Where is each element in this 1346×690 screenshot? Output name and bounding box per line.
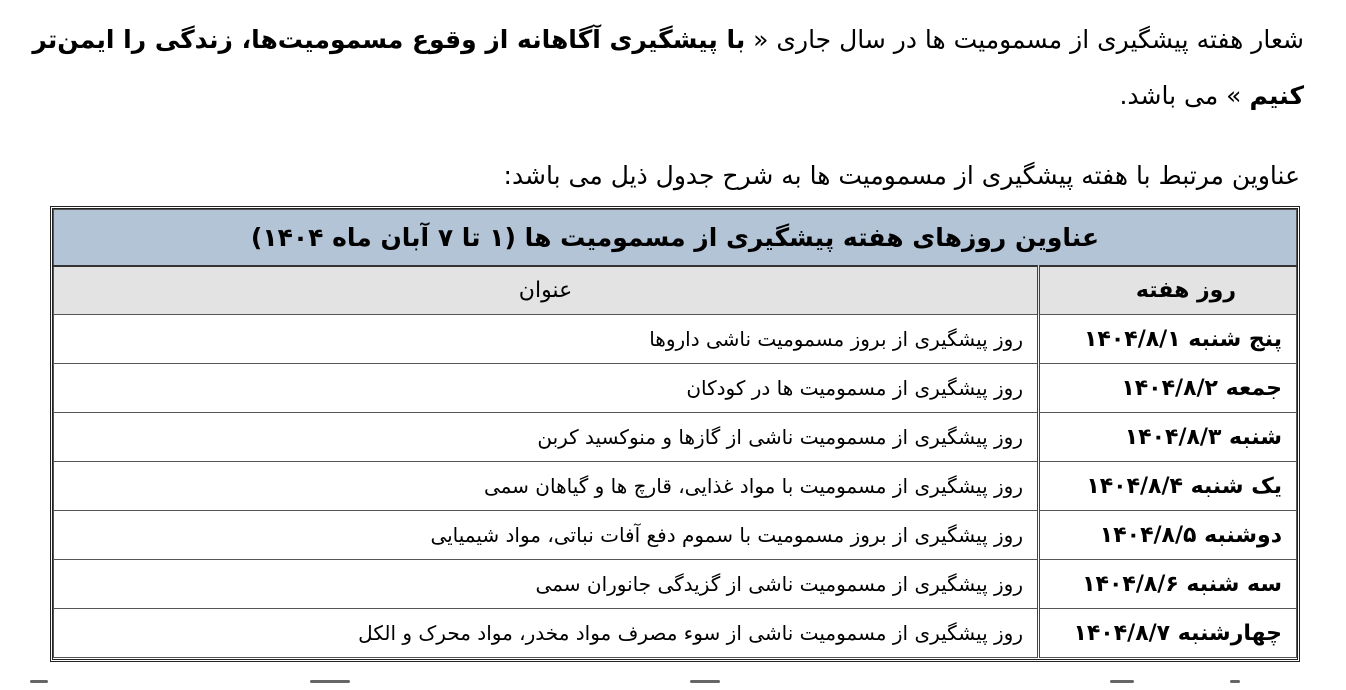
row-day: سه شنبه ۱۴۰۴/۸/۶	[1039, 560, 1297, 609]
row-day: چهارشنبه ۱۴۰۴/۸/۷	[1039, 609, 1297, 658]
column-header-day: روز هفته	[1039, 266, 1297, 315]
row-day: شنبه ۱۴۰۴/۸/۳	[1039, 413, 1297, 462]
row-title: روز پیشگیری از بروز مسمومیت ناشی داروها	[54, 315, 1039, 364]
row-day: جمعه ۱۴۰۴/۸/۲	[1039, 364, 1297, 413]
table-row	[54, 315, 1297, 364]
table-row	[54, 609, 1297, 658]
row-title: روز پیشگیری از مسمومیت ناشی از گازها و منوکسید کربن	[54, 413, 1039, 462]
intro-tail: » می باشد.	[1119, 81, 1250, 110]
table-title-row	[54, 210, 1297, 267]
table-title: عناوین روزهای هفته پیشگیری از مسمومیت ها (۱ تا ۷ آبان ماه ۱۴۰۴)	[54, 210, 1297, 267]
row-title: روز پیشگیری از مسمومیت ناشی از سوء مصرف مواد مخدر، مواد محرک و الکل	[54, 609, 1039, 658]
titles-table	[53, 209, 1297, 658]
table-row	[54, 413, 1297, 462]
row-title: روز پیشگیری از مسمومیت ها در کودکان	[54, 364, 1039, 413]
table-row	[54, 560, 1297, 609]
table-row	[54, 511, 1297, 560]
row-title: روز پیشگیری از بروز مسمومیت با سموم دفع آفات نباتی، مواد شیمیایی	[54, 511, 1039, 560]
table-intro-text: عناوین مرتبط با هفته پیشگیری از مسمومیت ها به شرح جدول ذیل می باشد:	[503, 161, 1300, 190]
intro-lead: شعار هفته پیشگیری از مسمومیت ها در سال جاری «	[745, 25, 1304, 54]
cut-off-next-line	[0, 680, 1346, 690]
row-day: دوشنبه ۱۴۰۴/۸/۵	[1039, 511, 1297, 560]
row-title: روز پیشگیری از مسمومیت ناشی از گزیدگی جانوران سمی	[54, 560, 1039, 609]
table-row	[54, 462, 1297, 511]
row-day: پنج شنبه ۱۴۰۴/۸/۱	[1039, 315, 1297, 364]
intro-slogan: با پیشگیری آگاهانه از وقوع مسمومیت‌ها، زندگی را ایمن‌تر کنیم	[32, 25, 1304, 110]
table-header-row	[54, 266, 1297, 315]
column-header-title: عنوان	[54, 266, 1039, 315]
row-day: یک شنبه ۱۴۰۴/۸/۴	[1039, 462, 1297, 511]
table-row	[54, 364, 1297, 413]
row-title: روز پیشگیری از مسمومیت با مواد غذایی، قارچ ها و گیاهان سمی	[54, 462, 1039, 511]
intro-paragraph	[14, 12, 1304, 124]
titles-table-frame	[50, 206, 1300, 662]
